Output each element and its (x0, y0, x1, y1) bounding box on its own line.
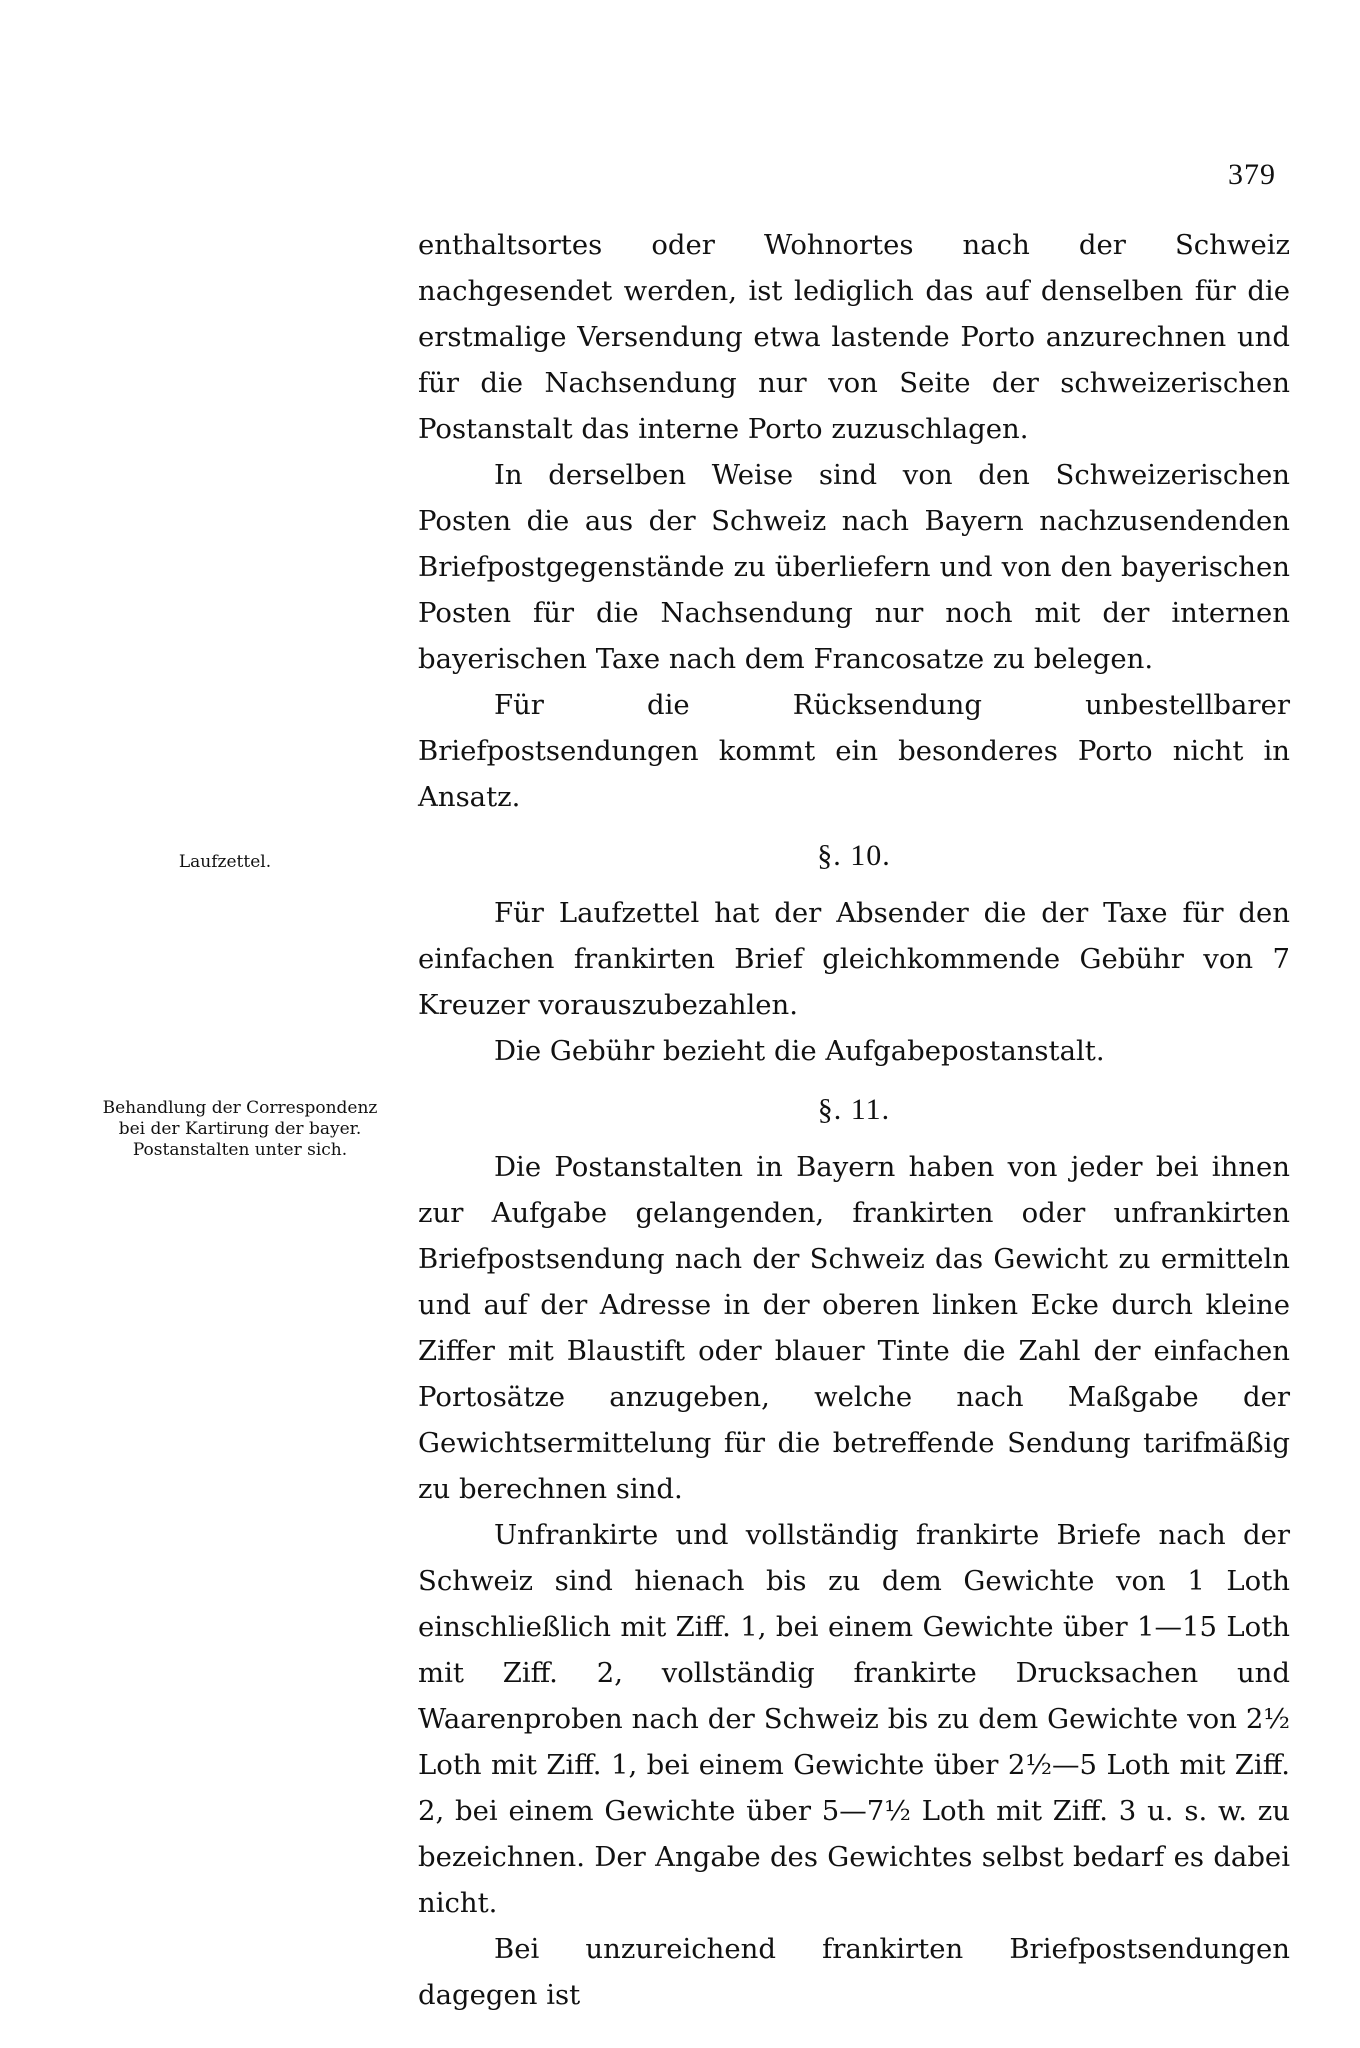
paragraph-weight-marking: Die Postanstalten in Bayern haben von jeder bei ihnen zur Aufgabe gelangenden, frankirten oder unfrankirten Briefpostsendung nach der Schweiz das Gewicht zu ermitteln und auf der Adresse in der oberen linken Ecke durch kleine Ziffer mit Blaustift oder blauer Tinte die Zahl der einfachen Portosätze anzugeben, welche nach Maßgabe der Gewichtsermittelung für die betreffende Sendung tarifmäßig zu berechnen sind. (418, 1151, 1290, 1505)
paragraph-digit-rules: Unfrankirte und vollständig frankirte Briefe nach der Schweiz sind hienach bis zu dem Gewichte von 1 Loth einschließlich mit Ziff. 1, bei einem Gewichte über 1—15 Loth mit Ziff. 2, vollständig frankirte Drucksachen und Waarenproben nach der Schweiz bis zu dem Gewichte von 2½ Loth mit Ziff. 1, bei einem Gewichte über 2½—5 Loth mit Ziff. 2, bei einem Gewichte über 5—7½ Loth mit Ziff. 3 u. s. w. zu bezeichnen. Der Angabe des Gewichtes selbst bedarf es dabei nicht. (418, 1519, 1290, 1919)
margin-note-line: Behandlung der Correspondenz (102, 1098, 378, 1118)
paragraph-continued: enthaltsortes oder Wohnortes nach der Schweiz nachgesendet werden, ist lediglich das auf denselben für die erstmalige Versendung etwa lastende Porto anzurechnen und für die Nachsendung nur von Seite der schweizerischen Postanstalt das interne Porto zuzuschlagen. (418, 229, 1290, 445)
margin-note-line: Postanstalten unter sich. (132, 1140, 348, 1160)
margin-note-behandlung (80, 1098, 400, 1161)
page-number: 379 (1228, 158, 1276, 191)
margin-note-laufzettel: Laufzettel. (178, 852, 272, 872)
section-heading-10: §. 10. (817, 839, 891, 872)
paragraph-fee-collector: Die Gebühr bezieht die Aufgabepostanstalt. (494, 1035, 1105, 1067)
paragraph-insufficient-postage: Bei unzureichend frankirten Briefpostsendungen dagegen ist (418, 1933, 1290, 2011)
paragraph-laufzettel-fee: Für Laufzettel hat der Absender die der Taxe für den einfachen frankirten Brief gleichkommende Gebühr von 7 Kreuzer vorauszubezahlen. (418, 897, 1290, 1021)
section-heading-11: §. 11. (817, 1093, 891, 1126)
margin-note-line: bei der Kartirung der bayer. (118, 1119, 362, 1139)
paragraph-return-postage: Für die Rücksendung unbestellbarer Briefpostsendungen kommt ein besonderes Porto nicht in Ansatz. (418, 689, 1290, 813)
paragraph-swiss-posts: In derselben Weise sind von den Schweizerischen Posten die aus der Schweiz nach Bayern nachzusendenden Briefpostgegenstände zu überliefern und von den bayerischen Posten für die Nachsendung nur noch mit der internen bayerischen Taxe nach dem Francosatze zu belegen. (418, 459, 1290, 675)
main-text (418, 222, 1290, 2018)
